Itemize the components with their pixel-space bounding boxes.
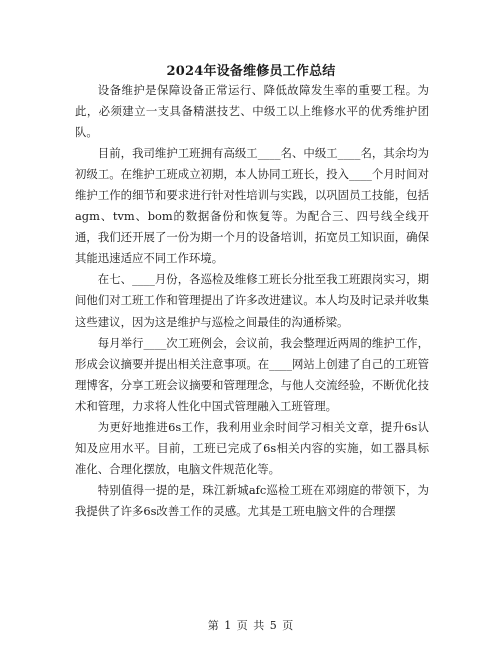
paragraph-1: 设备维护是保障设备正常运行、降低故障发生率的重要工程。为此，必须建立一支具备精湛技艺、中级工以上维修水平的优秀维护团队。 [75, 83, 429, 140]
document-title: 2024年设备维修员工作总结 [166, 64, 336, 79]
paragraph-5: 为更好地推进6s工作，我利用业余时间学习相关文章，提升6s认知及应用水平。目前，工班已完成了6s相关内容的实施，如工器具标准化、合理化摆放，电脑文件规范化等。 [75, 419, 429, 476]
paragraph-6: 特别值得一提的是，珠江新城afc巡检工班在邓翊庭的带领下，为我提供了许多6s改善工作的灵感。尤其是工班电脑文件的合理摆 [75, 482, 429, 518]
page-number-footer: 第 1 页 共 5 页 [207, 619, 295, 632]
document-body [75, 80, 429, 522]
paragraph-3: 在七、____月份，各巡检及维修工班长分批至我工班跟岗实习，期间他们对工班工作和管理提出了许多改进建议。本人均及时记录并收集这些建议，因为这是维护与巡检之间最佳的沟通桥梁。 [75, 272, 429, 329]
paragraph-4: 每月举行____次工班例会，会议前，我会整理近两周的维护工作，形成会议摘要并提出相关注意事项。在____网站上创建了自己的工班管理博客，分享工班会议摘要和管理理念，与他人交流经验，不断优化技术和管理，力求将人性化中国式管理融入工班管理。 [75, 335, 429, 413]
paragraph-2: 目前，我司维护工班拥有高级工____名、中级工____名，其余均为初级工。在维护工班成立初期，本人协同工班长，投入____个月时间对维护工作的细节和要求进行针对性培训与实践，以巩固员工技能，包括agm、tvm、bom的数据备份和恢复等。为配合三、四号线全线开通，我们还开展了一份为期一个月的设备培训，拓宽员工知识面，确保其能迅速适应不同工作环境。 [75, 146, 429, 266]
